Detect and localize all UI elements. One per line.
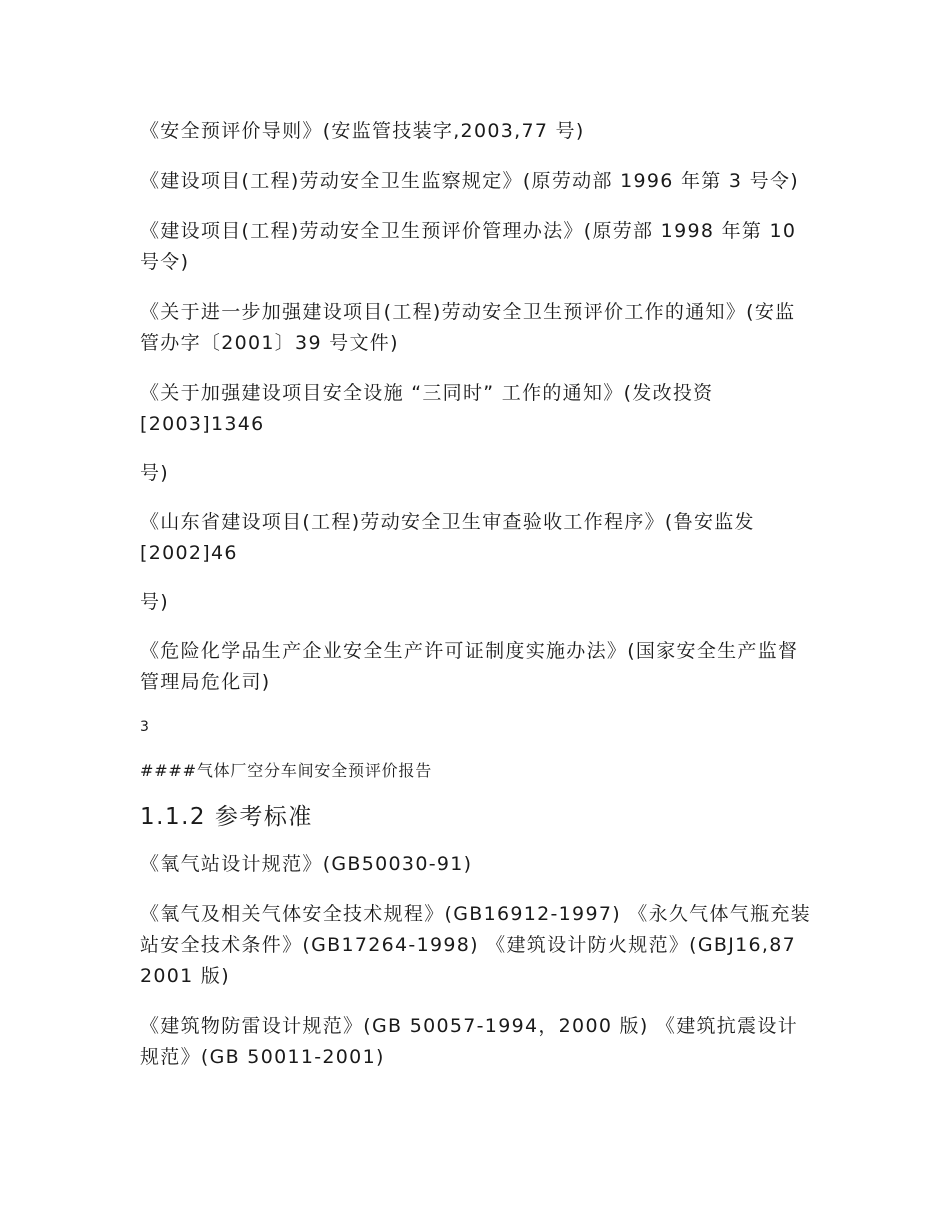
regulation-item: 《危险化学品生产企业安全生产许可证制度实施办法》(国家安全生产监督管理局危化司)	[140, 640, 799, 693]
running-header: ####气体厂空分车间安全预评价报告	[140, 761, 433, 780]
page-content	[140, 116, 812, 1092]
regulation-item: 《关于加强建设项目安全设施 “三同时” 工作的通知》(发改投资 [2003]1346	[140, 382, 714, 435]
regulation-item: 《关于进一步加强建设项目(工程)劳动安全卫生预评价工作的通知》(安监管办字〔2001〕39 号文件)	[140, 301, 796, 354]
section-heading: 1.1.2 参考标准	[140, 804, 313, 830]
standard-item: 《氧气及相关气体安全技术规程》(GB16912-1997) 《永久气体气瓶充装站安全技术条件》(GB17264-1998) 《建筑设计防火规范》(GBJ16,87 2001 版)	[140, 903, 811, 987]
regulation-item-continuation: 号)	[140, 462, 170, 484]
standard-item: 《建筑物防雷设计规范》(GB 50057-1994，2000 版) 《建筑抗震设计规范》(GB 50011-2001)	[140, 1015, 799, 1068]
page-number: 3	[140, 719, 149, 735]
regulation-item: 《建设项目(工程)劳动安全卫生监察规定》(原劳动部 1996 年第 3 号令)	[140, 170, 799, 192]
regulation-item: 《山东省建设项目(工程)劳动安全卫生审查验收工作程序》(鲁安监发 [2002]46	[140, 511, 755, 564]
regulation-item: 《建设项目(工程)劳动安全卫生预评价管理办法》(原劳部 1998 年第 10 号令)	[140, 220, 804, 273]
regulation-item-continuation: 号)	[140, 591, 170, 613]
regulation-item: 《安全预评价导则》(安监管技装字,2003,77 号)	[140, 120, 585, 142]
standard-item: 《氧气站设计规范》(GB50030-91)	[140, 853, 473, 875]
